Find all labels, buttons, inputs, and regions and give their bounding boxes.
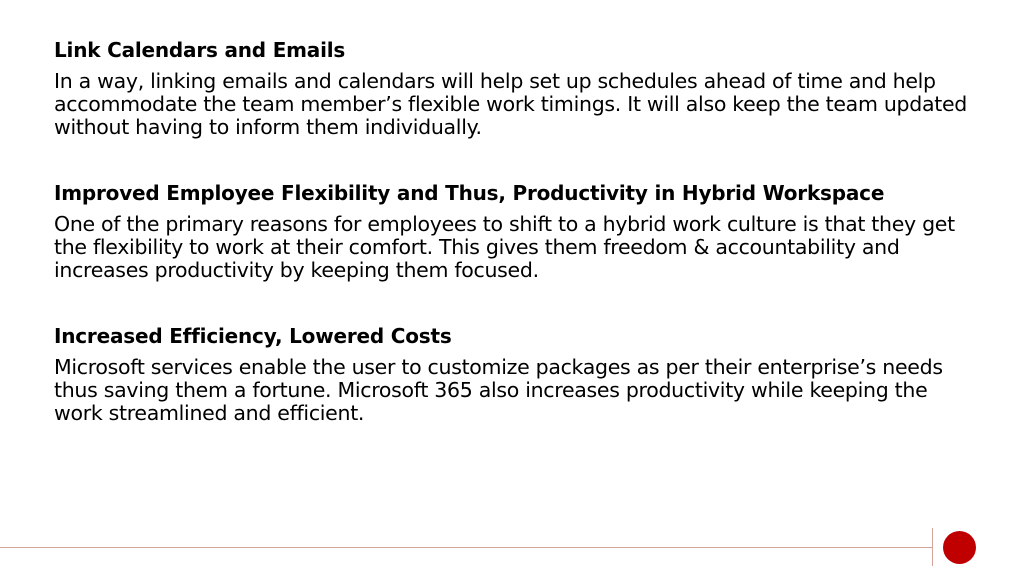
section-link-calendars (54, 37, 974, 139)
footer-rule (0, 547, 932, 548)
section-body: In a way, linking emails and calendars will help set up schedules ahead of time and help accommodate the team member’s flexible work timings. It will also keep the team updated without having to inform them individually. (54, 69, 967, 139)
section-efficiency-costs (54, 323, 974, 425)
accent-dot-icon (943, 531, 976, 564)
slide-content (54, 37, 974, 466)
section-body: Microsoft services enable the user to customize packages as per their enterprise’s needs thus saving them a fortune. Microsoft 365 also increases productivity while keeping the work streamlined and efficient. (54, 355, 943, 425)
section-heading: Increased Efficiency, Lowered Costs (54, 324, 452, 348)
footer-divider (932, 528, 933, 566)
section-employee-flexibility (54, 180, 974, 282)
section-body: One of the primary reasons for employees to shift to a hybrid work culture is that they get the flexibility to work at their comfort. This gives them freedom & accountability and increases productivity by keeping them focused. (54, 212, 955, 282)
section-heading: Improved Employee Flexibility and Thus, Productivity in Hybrid Workspace (54, 181, 885, 205)
section-heading: Link Calendars and Emails (54, 38, 346, 62)
